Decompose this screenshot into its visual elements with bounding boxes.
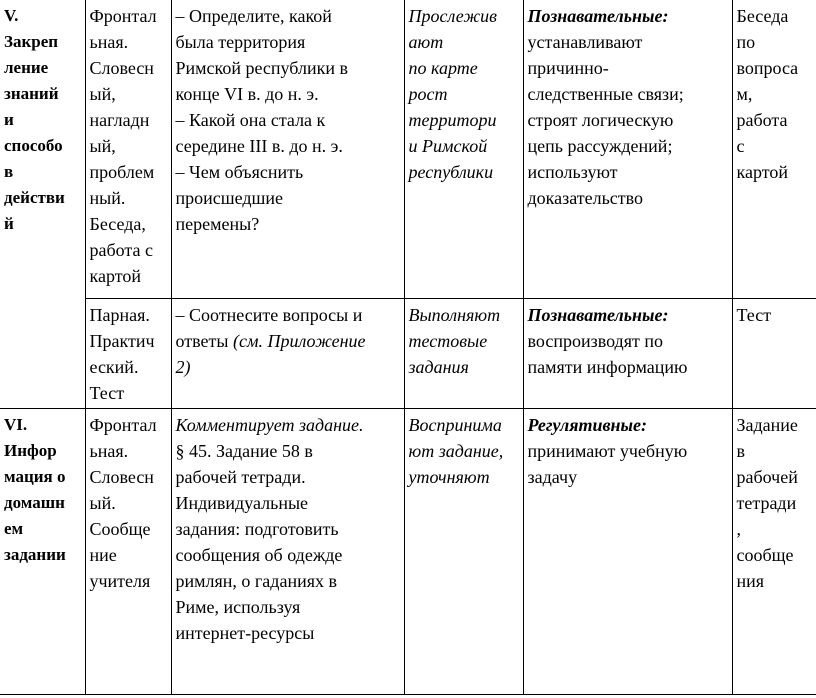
uud-type: Познавательные: xyxy=(527,305,669,325)
stage-cell: V. Закреп ление знаний и способо в действи й xyxy=(0,0,85,409)
teacher-activity-cell: – Определите, какой была территория Римской республики в конце VI в. до н. э. – Какой она стала к середине III в. до н. э. – Чем объяснить происшедшие перемены? xyxy=(171,0,404,299)
control-cell: Тест xyxy=(732,299,816,409)
table-row xyxy=(0,299,816,409)
uud-cell: Познавательные: устанавливают причинно- следственные связи; строят логическую цепь рассуждений; используют доказательство xyxy=(523,0,732,299)
uud-cell: Регулятивные: принимают учебную задачу xyxy=(523,409,732,695)
form-cell: Фронтал ьная. Словесн ый, нагладн ый, проблем ный. Беседа, работа с картой xyxy=(85,0,171,299)
student-activity-cell: Выполняют тестовые задания xyxy=(404,299,523,409)
form-cell: Фронтал ьная. Словесн ый. Сообще ние учителя xyxy=(85,409,171,695)
student-activity-cell: Воспринима ют задание, уточняют xyxy=(404,409,523,695)
table-row xyxy=(0,0,816,299)
form-cell: Парная. Практич еский. Тест xyxy=(85,299,171,409)
control-cell: Задание в рабочей тетради , сообще ния xyxy=(732,409,816,695)
control-cell: Беседа по вопроса м, работа с картой xyxy=(732,0,816,299)
teacher-activity-cell: Комментирует задание. § 45. Задание 58 в рабочей тетради. Индивидуальные задания: подготовить сообщения об одежде римлян, о гаданиях в Риме, используя интернет-ресурсы xyxy=(171,409,404,695)
uud-cell: Познавательные: воспроизводят по памяти информацию xyxy=(523,299,732,409)
stage-cell: VI. Инфор мация о домашн ем задании xyxy=(0,409,85,695)
table-row xyxy=(0,409,816,695)
uud-type: Регулятивные: xyxy=(527,415,648,435)
student-activity-cell: Прослежив ают по карте рост территори и Римской республики xyxy=(404,0,523,299)
teacher-activity-cell: – Соотнесите вопросы и ответы (см. Приложение 2) xyxy=(171,299,404,409)
uud-type: Познавательные: xyxy=(527,6,669,26)
